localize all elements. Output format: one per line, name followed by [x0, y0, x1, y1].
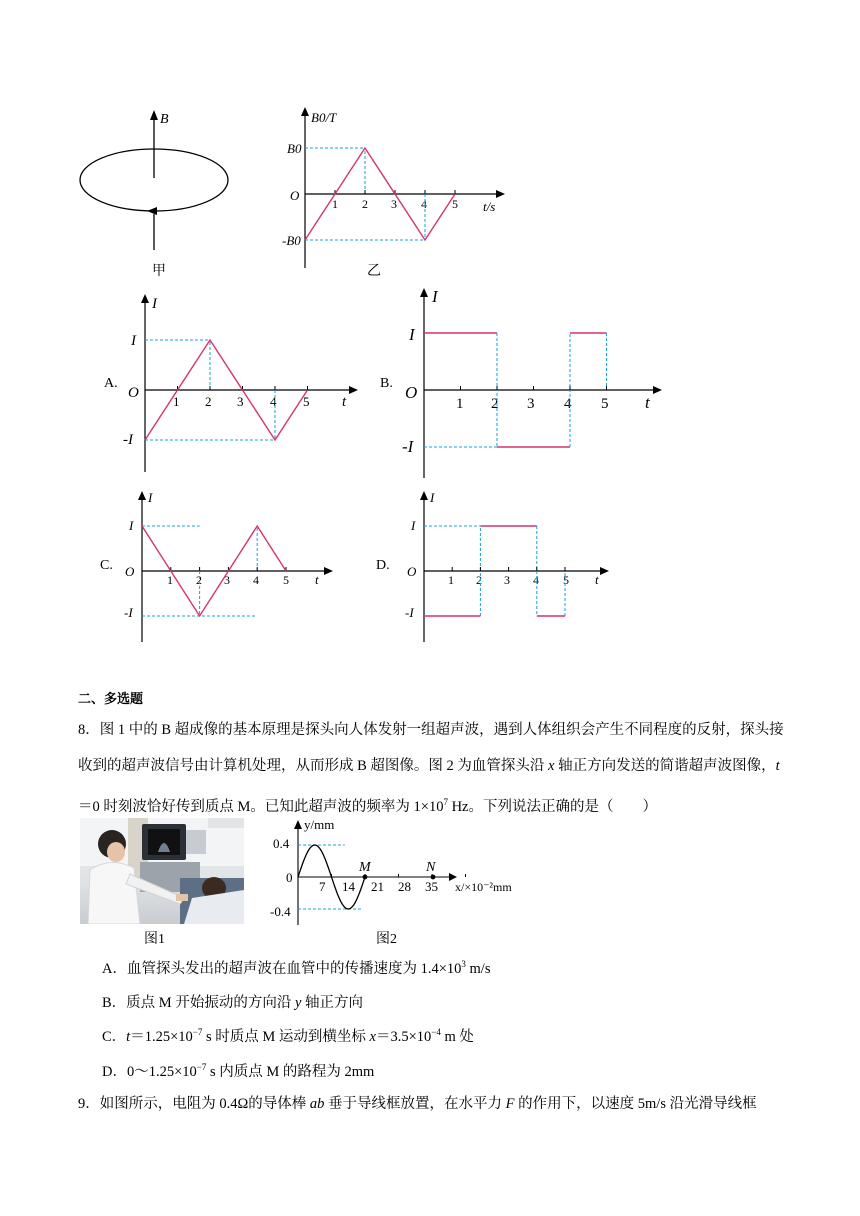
x-axis-label: t	[342, 394, 347, 410]
tick-label: 3	[391, 197, 397, 211]
tick-label: 3	[504, 573, 510, 587]
x-axis-label: x/×10⁻²mm	[455, 880, 512, 894]
figure-yi-caption: 乙	[367, 264, 381, 279]
choice-a[interactable]: A．血管探头发出的超声波在血管中的传播速度为 $1.4\times 10^3$ m/s	[102, 959, 491, 977]
tick-label: 4	[270, 394, 277, 409]
tick-label: 2	[362, 197, 368, 211]
tick-label: 1	[173, 394, 180, 409]
origin-label: O	[405, 383, 418, 402]
origin-label: O	[407, 564, 417, 579]
option-c-label[interactable]: C.	[100, 558, 113, 573]
x-axis-label: t	[595, 572, 599, 587]
option-b-label[interactable]: B.	[380, 376, 393, 391]
option-a-label[interactable]: A.	[104, 376, 118, 391]
tick-label: 14	[342, 879, 355, 894]
i-neg-label: -I	[123, 432, 133, 448]
fig2-caption: 图2	[376, 932, 397, 947]
y-arrowhead-icon	[294, 820, 302, 829]
i-neg-label: -I	[405, 605, 414, 620]
figure-jia-caption: 甲	[152, 264, 166, 279]
x-axis-label: t	[645, 393, 650, 412]
tick-label: 1	[456, 396, 464, 412]
tick-label: 7	[319, 879, 326, 894]
b-axis-label: B	[160, 112, 169, 127]
tick-label: 21	[371, 879, 384, 894]
option-d-label[interactable]: D.	[376, 558, 390, 573]
b0-neg-label: -B0	[282, 233, 301, 248]
origin-label: O	[128, 385, 139, 401]
point-n-dot	[431, 875, 436, 880]
tick-label: 1	[448, 573, 454, 587]
fig1-caption: 图1	[144, 932, 165, 947]
tick-label: 5	[283, 573, 289, 587]
y-axis-label: I	[152, 296, 157, 312]
tick-label: 3	[527, 396, 535, 412]
choice-d[interactable]: D．$0\sim 1.25\times 10^{-7}$ s 内质点 M 的路程为 2mm	[102, 1062, 375, 1080]
choice-c[interactable]: C．$t=1.25\times 10^{-7}$ s 时质点 M 运动到横坐标 $x=3.5\times 10^{-4}$ m 处	[102, 1027, 474, 1045]
b0-pos-label: B0	[287, 141, 302, 156]
i-neg-label: -I	[402, 437, 414, 456]
y-tick-label: 0.4	[273, 836, 290, 851]
y-axis-label: I	[432, 287, 438, 306]
y-axis-label: y/mm	[304, 817, 335, 832]
tick-label: 5	[601, 396, 609, 412]
question-8-stem: 8．图 1 中的 B 超成像的基本原理是探头向人体发射一组超声波，遇到人体组织会产生不同程度的反射，探头接收到的超声波信号由计算机处理，从而形成 B 超图像。图 2 为血管探头沿 x 轴正方向发送的简谐超声波图像，t＝0 时刻波恰好传到质点 M。已知此超声波的频率为 $1\times 10^7$ Hz。下列说法正确的是（ ）	[78, 722, 784, 815]
i-neg-label: -I	[124, 605, 133, 620]
point-n-label: N	[426, 860, 436, 875]
tick-label: 1	[332, 197, 338, 211]
tick-label: 4	[564, 396, 572, 412]
point-m-label: M	[359, 860, 371, 875]
y-axis-label: I	[148, 490, 153, 505]
tick-label: 35	[425, 879, 438, 894]
origin-label: 0	[286, 870, 293, 885]
question-9-stem: 9．如图所示，电阻为 0.4Ω的导体棒 ab 垂于导线框放置，在水平力 F 的作用下，以速度 5m/s 沿光滑导线框	[78, 1096, 757, 1112]
tick-label: 5	[452, 197, 458, 211]
i-pos-label: I	[129, 518, 134, 533]
origin-label: O	[125, 564, 135, 579]
tick-label: 28	[398, 879, 411, 894]
choice-b[interactable]: B．质点 M 开始振动的方向沿 y 轴正方向	[102, 995, 364, 1011]
i-pos-label: I	[411, 518, 416, 533]
tick-label: 1	[167, 573, 173, 587]
origin-label: O	[290, 188, 300, 203]
x-axis-label: t	[315, 572, 319, 587]
tick-label: 4	[253, 573, 259, 587]
tick-label: 2	[476, 573, 482, 587]
tick-label: 5	[563, 573, 569, 587]
tick-label: 2	[196, 573, 202, 587]
tick-label: 2	[491, 396, 499, 412]
i-pos-label: I	[131, 333, 136, 349]
section-title: 二、多选题	[78, 692, 144, 707]
tick-label: 2	[205, 394, 212, 409]
tick-label: 5	[303, 394, 310, 409]
tick-label: 3	[224, 573, 230, 587]
i-pos-label: I	[409, 325, 415, 344]
y-axis-label: B0/T	[311, 110, 337, 125]
y-axis-label: I	[430, 490, 435, 505]
tick-label: 3	[237, 394, 244, 409]
tick-label: 4	[533, 573, 539, 587]
y-tick-label: -0.4	[270, 904, 291, 919]
tick-label: 4	[421, 197, 427, 211]
x-axis-label: t/s	[483, 199, 496, 214]
